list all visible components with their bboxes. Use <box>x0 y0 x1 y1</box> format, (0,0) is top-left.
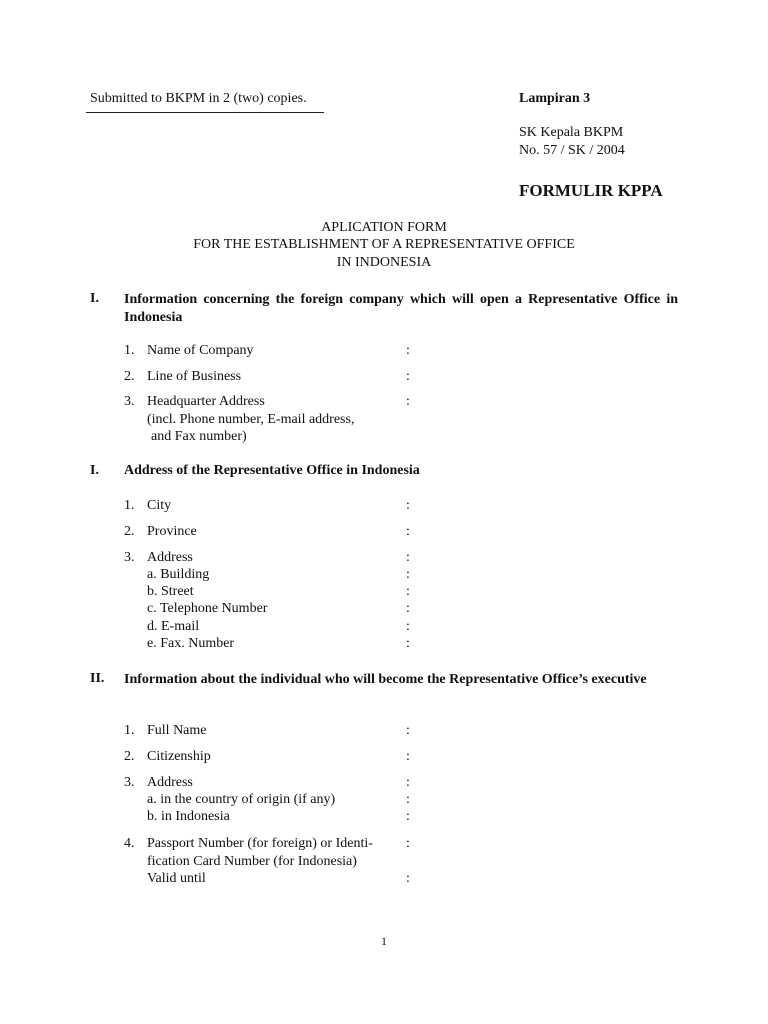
field-number: 1. <box>124 343 135 358</box>
field-note: (incl. Phone number, E-mail address, <box>147 412 355 427</box>
field-colon: : <box>406 601 410 616</box>
subfield-label-country-of-origin: a. in the country of origin (if any) <box>147 792 336 807</box>
section-1-title: Information concerning the foreign company which will open a Representative Office in Indonesia <box>124 292 678 325</box>
field-label-address: Address <box>147 550 193 565</box>
field-label-passport-number: Passport Number (for foreign) or Identi- <box>147 836 373 851</box>
field-number: 1. <box>124 498 135 513</box>
field-colon: : <box>406 775 410 790</box>
submission-note: Submitted to BKPM in 2 (two) copies. <box>90 91 307 106</box>
field-label-headquarter-address: Headquarter Address <box>147 394 265 409</box>
subfield-label-fax: e. Fax. Number <box>147 636 235 651</box>
field-colon: : <box>406 836 410 851</box>
field-colon: : <box>406 871 410 886</box>
field-colon: : <box>406 567 410 582</box>
decree-line-2: No. 57 / SK / 2004 <box>519 143 625 158</box>
field-colon: : <box>406 524 410 539</box>
field-colon: : <box>406 619 410 634</box>
section-1-number: I. <box>90 291 99 306</box>
field-colon: : <box>406 394 410 409</box>
field-label-city: City <box>147 498 172 513</box>
field-number: 2. <box>124 749 135 764</box>
field-colon: : <box>406 792 410 807</box>
section-3-number: II. <box>90 671 105 686</box>
field-colon: : <box>406 369 410 384</box>
field-note: fication Card Number (for Indonesia) <box>147 854 357 869</box>
field-label-valid-until: Valid until <box>147 871 206 886</box>
field-note: and Fax number) <box>151 429 247 444</box>
section-2-number: I. <box>90 463 99 478</box>
field-label-province: Province <box>147 524 197 539</box>
field-number: 3. <box>124 550 135 565</box>
field-label-line-of-business: Line of Business <box>147 369 242 384</box>
field-label-address: Address <box>147 775 193 790</box>
field-colon: : <box>406 749 410 764</box>
field-number: 3. <box>124 394 135 409</box>
form-title-line-1: APLICATION FORM <box>321 220 447 235</box>
subfield-label-in-indonesia: b. in Indonesia <box>147 809 230 824</box>
section-2-title: Address of the Representative Office in Indonesia <box>124 463 420 478</box>
field-colon: : <box>406 809 410 824</box>
field-number: 3. <box>124 775 135 790</box>
field-colon: : <box>406 498 410 513</box>
form-code: FORMULIR KPPA <box>519 181 663 200</box>
subfield-label-telephone: c. Telephone Number <box>147 601 268 616</box>
subfield-label-email: d. E-mail <box>147 619 200 634</box>
field-colon: : <box>406 723 410 738</box>
section-3-title: Information about the individual who will become the Representative Office’s executive <box>124 672 647 687</box>
form-title-line-2: FOR THE ESTABLISHMENT OF A REPRESENTATIVE OFFICE <box>193 237 575 252</box>
field-label-full-name: Full Name <box>147 723 207 738</box>
field-colon: : <box>406 550 410 565</box>
submission-underline <box>86 112 324 113</box>
field-number: 4. <box>124 836 135 851</box>
field-number: 1. <box>124 723 135 738</box>
subfield-label-street: b. Street <box>147 584 194 599</box>
form-title-line-3: IN INDONESIA <box>336 255 432 270</box>
field-colon: : <box>406 584 410 599</box>
subfield-label-building: a. Building <box>147 567 210 582</box>
field-colon: : <box>406 343 410 358</box>
field-label-citizenship: Citizenship <box>147 749 211 764</box>
field-number: 2. <box>124 369 135 384</box>
field-number: 2. <box>124 524 135 539</box>
attachment-label: Lampiran 3 <box>519 91 591 106</box>
field-colon: : <box>406 636 410 651</box>
field-label-company-name: Name of Company <box>147 343 254 358</box>
decree-line-1: SK Kepala BKPM <box>519 125 624 140</box>
page-number: 1 <box>381 934 387 948</box>
